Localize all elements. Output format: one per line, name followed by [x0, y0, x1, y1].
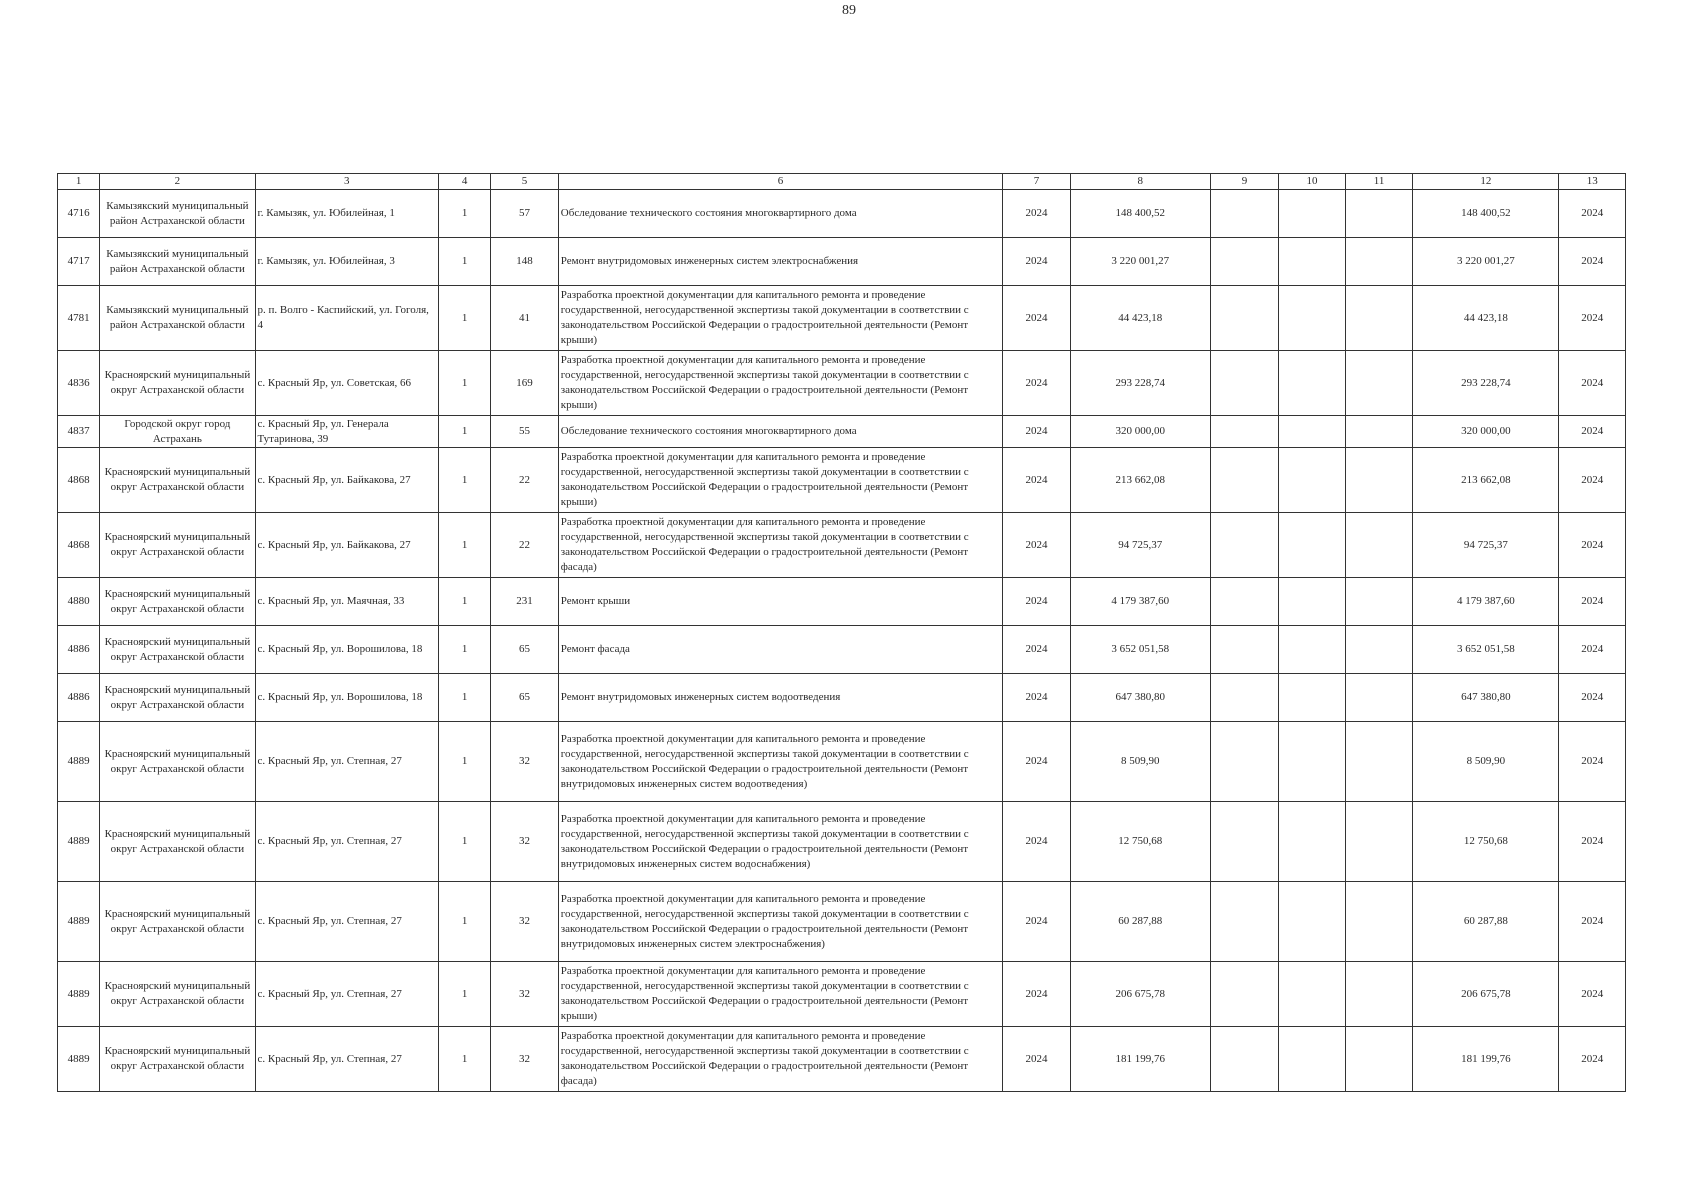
empty-cell — [1279, 882, 1346, 962]
end-year-cell: 2024 — [1559, 190, 1626, 238]
empty-cell — [1279, 190, 1346, 238]
empty-cell — [1210, 448, 1279, 513]
address-cell: с. Красный Яр, ул. Степная, 27 — [255, 1027, 438, 1092]
empty-cell — [1210, 286, 1279, 351]
table-row — [58, 626, 1626, 674]
count-cell: 1 — [438, 416, 490, 448]
municipality-cell: Камызякский муниципальный район Астраханской области — [100, 190, 255, 238]
column-number-row — [58, 174, 1626, 190]
count-cell: 1 — [438, 626, 490, 674]
count-cell: 1 — [438, 722, 490, 802]
table-row — [58, 1027, 1626, 1092]
address-cell: с. Красный Яр, ул. Советская, 66 — [255, 351, 438, 416]
work-type-cell: Обследование технического состояния многоквартирного дома — [558, 190, 1002, 238]
count-cell: 1 — [438, 674, 490, 722]
page-number: 89 — [842, 3, 856, 18]
row-id: 4889 — [58, 802, 100, 882]
count-cell: 1 — [438, 351, 490, 416]
end-year-cell: 2024 — [1559, 626, 1626, 674]
empty-cell — [1210, 626, 1279, 674]
column-header: 2 — [100, 174, 255, 190]
total-cell: 148 400,52 — [1413, 190, 1559, 238]
work-type-cell: Ремонт крыши — [558, 578, 1002, 626]
row-id: 4889 — [58, 1027, 100, 1092]
table-row — [58, 351, 1626, 416]
empty-cell — [1279, 416, 1346, 448]
count-cell: 1 — [438, 882, 490, 962]
count-cell: 1 — [438, 286, 490, 351]
empty-cell — [1279, 802, 1346, 882]
empty-cell — [1345, 513, 1413, 578]
empty-cell — [1279, 286, 1346, 351]
year-cell: 2024 — [1003, 1027, 1071, 1092]
empty-cell — [1345, 190, 1413, 238]
column-header: 4 — [438, 174, 490, 190]
count-cell: 1 — [438, 962, 490, 1027]
empty-cell — [1345, 722, 1413, 802]
work-type-cell: Ремонт фасада — [558, 626, 1002, 674]
work-type-cell: Разработка проектной документации для капитального ремонта и проведение государственной, негосударственной экспертизы такой документации в соответствии с законодательством Российской Федерации о градостроительной деятельности (Ремонт внутридомовых инженерных систем электроснабжения) — [558, 882, 1002, 962]
work-type-cell: Разработка проектной документации для капитального ремонта и проведение государственной, негосударственной экспертизы такой документации в соответствии с законодательством Российской Федерации о градостроительной деятельности (Ремонт внутридомовых инженерных систем водоснабжения) — [558, 802, 1002, 882]
column-header: 9 — [1210, 174, 1279, 190]
work-type-cell: Разработка проектной документации для капитального ремонта и проведение государственной, негосударственной экспертизы такой документации в соответствии с законодательством Российской Федерации о градостроительной деятельности (Ремонт фасада) — [558, 513, 1002, 578]
address-cell: с. Красный Яр, ул. Степная, 27 — [255, 962, 438, 1027]
table-row — [58, 578, 1626, 626]
amount-cell: 320 000,00 — [1070, 416, 1210, 448]
table-row — [58, 674, 1626, 722]
year-cell: 2024 — [1003, 351, 1071, 416]
empty-cell — [1279, 674, 1346, 722]
empty-cell — [1279, 626, 1346, 674]
end-year-cell: 2024 — [1559, 962, 1626, 1027]
empty-cell — [1279, 1027, 1346, 1092]
empty-cell — [1345, 674, 1413, 722]
total-cell: 293 228,74 — [1413, 351, 1559, 416]
address-cell: р. п. Волго - Каспийский, ул. Гоголя, 4 — [255, 286, 438, 351]
row-id: 4868 — [58, 448, 100, 513]
work-type-cell: Обследование технического состояния многоквартирного дома — [558, 416, 1002, 448]
apartments-cell: 32 — [491, 802, 559, 882]
amount-cell: 293 228,74 — [1070, 351, 1210, 416]
end-year-cell: 2024 — [1559, 238, 1626, 286]
empty-cell — [1210, 513, 1279, 578]
column-header: 11 — [1345, 174, 1413, 190]
apartments-cell: 22 — [491, 513, 559, 578]
empty-cell — [1210, 962, 1279, 1027]
column-header: 12 — [1413, 174, 1559, 190]
end-year-cell: 2024 — [1559, 286, 1626, 351]
empty-cell — [1279, 962, 1346, 1027]
apartments-cell: 32 — [491, 1027, 559, 1092]
row-id: 4868 — [58, 513, 100, 578]
year-cell: 2024 — [1003, 674, 1071, 722]
address-cell: с. Красный Яр, ул. Байкакова, 27 — [255, 513, 438, 578]
total-cell: 647 380,80 — [1413, 674, 1559, 722]
count-cell: 1 — [438, 1027, 490, 1092]
year-cell: 2024 — [1003, 578, 1071, 626]
work-type-cell: Разработка проектной документации для капитального ремонта и проведение государственной, негосударственной экспертизы такой документации в соответствии с законодательством Российской Федерации о градостроительной деятельности (Ремонт крыши) — [558, 448, 1002, 513]
row-id: 4717 — [58, 238, 100, 286]
column-header: 10 — [1279, 174, 1346, 190]
apartments-cell: 32 — [491, 962, 559, 1027]
empty-cell — [1345, 882, 1413, 962]
apartments-cell: 148 — [491, 238, 559, 286]
municipality-cell: Красноярский муниципальный округ Астраханской области — [100, 722, 255, 802]
empty-cell — [1210, 1027, 1279, 1092]
empty-cell — [1279, 238, 1346, 286]
year-cell: 2024 — [1003, 802, 1071, 882]
total-cell: 4 179 387,60 — [1413, 578, 1559, 626]
municipality-cell: Камызякский муниципальный район Астраханской области — [100, 238, 255, 286]
work-type-cell: Ремонт внутридомовых инженерных систем водоотведения — [558, 674, 1002, 722]
table-row — [58, 416, 1626, 448]
year-cell: 2024 — [1003, 190, 1071, 238]
amount-cell: 206 675,78 — [1070, 962, 1210, 1027]
address-cell: с. Красный Яр, ул. Генерала Тутаринова, 39 — [255, 416, 438, 448]
year-cell: 2024 — [1003, 286, 1071, 351]
column-header: 1 — [58, 174, 100, 190]
empty-cell — [1210, 238, 1279, 286]
work-type-cell: Разработка проектной документации для капитального ремонта и проведение государственной, негосударственной экспертизы такой документации в соответствии с законодательством Российской Федерации о градостроительной деятельности (Ремонт фасада) — [558, 1027, 1002, 1092]
municipality-cell: Городской округ город Астрахань — [100, 416, 255, 448]
empty-cell — [1210, 722, 1279, 802]
municipality-cell: Красноярский муниципальный округ Астраханской области — [100, 448, 255, 513]
end-year-cell: 2024 — [1559, 802, 1626, 882]
total-cell: 3 652 051,58 — [1413, 626, 1559, 674]
count-cell: 1 — [438, 578, 490, 626]
column-header: 7 — [1003, 174, 1071, 190]
row-id: 4886 — [58, 626, 100, 674]
end-year-cell: 2024 — [1559, 513, 1626, 578]
apartments-cell: 169 — [491, 351, 559, 416]
total-cell: 206 675,78 — [1413, 962, 1559, 1027]
work-type-cell: Разработка проектной документации для капитального ремонта и проведение государственной, негосударственной экспертизы такой документации в соответствии с законодательством Российской Федерации о градостроительной деятельности (Ремонт крыши) — [558, 286, 1002, 351]
apartments-cell: 32 — [491, 722, 559, 802]
row-id: 4889 — [58, 882, 100, 962]
empty-cell — [1345, 578, 1413, 626]
work-type-cell: Разработка проектной документации для капитального ремонта и проведение государственной, негосударственной экспертизы такой документации в соответствии с законодательством Российской Федерации о градостроительной деятельности (Ремонт крыши) — [558, 351, 1002, 416]
amount-cell: 148 400,52 — [1070, 190, 1210, 238]
empty-cell — [1345, 802, 1413, 882]
municipality-cell: Красноярский муниципальный округ Астраханской области — [100, 626, 255, 674]
address-cell: с. Красный Яр, ул. Маячная, 33 — [255, 578, 438, 626]
amount-cell: 647 380,80 — [1070, 674, 1210, 722]
column-header: 13 — [1559, 174, 1626, 190]
table-row — [58, 882, 1626, 962]
empty-cell — [1345, 286, 1413, 351]
municipality-cell: Камызякский муниципальный район Астраханской области — [100, 286, 255, 351]
municipality-cell: Красноярский муниципальный округ Астраханской области — [100, 882, 255, 962]
table-row — [58, 448, 1626, 513]
total-cell: 213 662,08 — [1413, 448, 1559, 513]
address-cell: с. Красный Яр, ул. Ворошилова, 18 — [255, 674, 438, 722]
empty-cell — [1345, 962, 1413, 1027]
year-cell: 2024 — [1003, 722, 1071, 802]
total-cell: 94 725,37 — [1413, 513, 1559, 578]
empty-cell — [1345, 1027, 1413, 1092]
amount-cell: 3 652 051,58 — [1070, 626, 1210, 674]
year-cell: 2024 — [1003, 962, 1071, 1027]
count-cell: 1 — [438, 802, 490, 882]
amount-cell: 60 287,88 — [1070, 882, 1210, 962]
amount-cell: 4 179 387,60 — [1070, 578, 1210, 626]
empty-cell — [1210, 882, 1279, 962]
work-type-cell: Разработка проектной документации для капитального ремонта и проведение государственной, негосударственной экспертизы такой документации в соответствии с законодательством Российской Федерации о градостроительной деятельности (Ремонт внутридомовых инженерных систем водоотведения) — [558, 722, 1002, 802]
apartments-cell: 65 — [491, 674, 559, 722]
address-cell: с. Красный Яр, ул. Степная, 27 — [255, 882, 438, 962]
total-cell: 8 509,90 — [1413, 722, 1559, 802]
capital-repair-table — [57, 173, 1626, 1092]
row-id: 4889 — [58, 722, 100, 802]
column-header: 6 — [558, 174, 1002, 190]
empty-cell — [1210, 674, 1279, 722]
total-cell: 320 000,00 — [1413, 416, 1559, 448]
municipality-cell: Красноярский муниципальный округ Астраханской области — [100, 1027, 255, 1092]
table-row — [58, 238, 1626, 286]
amount-cell: 3 220 001,27 — [1070, 238, 1210, 286]
apartments-cell: 57 — [491, 190, 559, 238]
table-row — [58, 286, 1626, 351]
municipality-cell: Красноярский муниципальный округ Астраханской области — [100, 578, 255, 626]
end-year-cell: 2024 — [1559, 448, 1626, 513]
row-id: 4886 — [58, 674, 100, 722]
table-body — [58, 190, 1626, 1092]
empty-cell — [1345, 416, 1413, 448]
work-type-cell: Разработка проектной документации для капитального ремонта и проведение государственной, негосударственной экспертизы такой документации в соответствии с законодательством Российской Федерации о градостроительной деятельности (Ремонт крыши) — [558, 962, 1002, 1027]
empty-cell — [1210, 578, 1279, 626]
apartments-cell: 231 — [491, 578, 559, 626]
empty-cell — [1345, 238, 1413, 286]
row-id: 4836 — [58, 351, 100, 416]
empty-cell — [1279, 448, 1346, 513]
column-header: 3 — [255, 174, 438, 190]
apartments-cell: 55 — [491, 416, 559, 448]
column-header: 5 — [491, 174, 559, 190]
empty-cell — [1345, 448, 1413, 513]
year-cell: 2024 — [1003, 513, 1071, 578]
empty-cell — [1210, 351, 1279, 416]
work-type-cell: Ремонт внутридомовых инженерных систем электроснабжения — [558, 238, 1002, 286]
address-cell: с. Красный Яр, ул. Степная, 27 — [255, 802, 438, 882]
count-cell: 1 — [438, 238, 490, 286]
amount-cell: 12 750,68 — [1070, 802, 1210, 882]
municipality-cell: Красноярский муниципальный округ Астраханской области — [100, 351, 255, 416]
row-id: 4837 — [58, 416, 100, 448]
table-row — [58, 190, 1626, 238]
apartments-cell: 22 — [491, 448, 559, 513]
end-year-cell: 2024 — [1559, 351, 1626, 416]
municipality-cell: Красноярский муниципальный округ Астраханской области — [100, 802, 255, 882]
address-cell: с. Красный Яр, ул. Степная, 27 — [255, 722, 438, 802]
table-row — [58, 513, 1626, 578]
year-cell: 2024 — [1003, 626, 1071, 674]
total-cell: 60 287,88 — [1413, 882, 1559, 962]
address-cell: с. Красный Яр, ул. Байкакова, 27 — [255, 448, 438, 513]
apartments-cell: 32 — [491, 882, 559, 962]
address-cell: г. Камызяк, ул. Юбилейная, 3 — [255, 238, 438, 286]
end-year-cell: 2024 — [1559, 1027, 1626, 1092]
year-cell: 2024 — [1003, 238, 1071, 286]
row-id: 4889 — [58, 962, 100, 1027]
total-cell: 3 220 001,27 — [1413, 238, 1559, 286]
amount-cell: 181 199,76 — [1070, 1027, 1210, 1092]
row-id: 4880 — [58, 578, 100, 626]
apartments-cell: 41 — [491, 286, 559, 351]
count-cell: 1 — [438, 513, 490, 578]
total-cell: 44 423,18 — [1413, 286, 1559, 351]
empty-cell — [1210, 190, 1279, 238]
empty-cell — [1345, 351, 1413, 416]
total-cell: 12 750,68 — [1413, 802, 1559, 882]
table-row — [58, 802, 1626, 882]
year-cell: 2024 — [1003, 416, 1071, 448]
end-year-cell: 2024 — [1559, 674, 1626, 722]
address-cell: с. Красный Яр, ул. Ворошилова, 18 — [255, 626, 438, 674]
empty-cell — [1279, 722, 1346, 802]
empty-cell — [1345, 626, 1413, 674]
table-row — [58, 722, 1626, 802]
apartments-cell: 65 — [491, 626, 559, 674]
amount-cell: 44 423,18 — [1070, 286, 1210, 351]
end-year-cell: 2024 — [1559, 578, 1626, 626]
column-header: 8 — [1070, 174, 1210, 190]
year-cell: 2024 — [1003, 882, 1071, 962]
total-cell: 181 199,76 — [1413, 1027, 1559, 1092]
address-cell: г. Камызяк, ул. Юбилейная, 1 — [255, 190, 438, 238]
municipality-cell: Красноярский муниципальный округ Астраханской области — [100, 962, 255, 1027]
end-year-cell: 2024 — [1559, 722, 1626, 802]
year-cell: 2024 — [1003, 448, 1071, 513]
empty-cell — [1210, 416, 1279, 448]
empty-cell — [1279, 513, 1346, 578]
row-id: 4716 — [58, 190, 100, 238]
count-cell: 1 — [438, 448, 490, 513]
empty-cell — [1210, 802, 1279, 882]
end-year-cell: 2024 — [1559, 882, 1626, 962]
empty-cell — [1279, 578, 1346, 626]
amount-cell: 94 725,37 — [1070, 513, 1210, 578]
table-row — [58, 962, 1626, 1027]
count-cell: 1 — [438, 190, 490, 238]
municipality-cell: Красноярский муниципальный округ Астраханской области — [100, 513, 255, 578]
end-year-cell: 2024 — [1559, 416, 1626, 448]
row-id: 4781 — [58, 286, 100, 351]
amount-cell: 213 662,08 — [1070, 448, 1210, 513]
amount-cell: 8 509,90 — [1070, 722, 1210, 802]
empty-cell — [1279, 351, 1346, 416]
municipality-cell: Красноярский муниципальный округ Астраханской области — [100, 674, 255, 722]
